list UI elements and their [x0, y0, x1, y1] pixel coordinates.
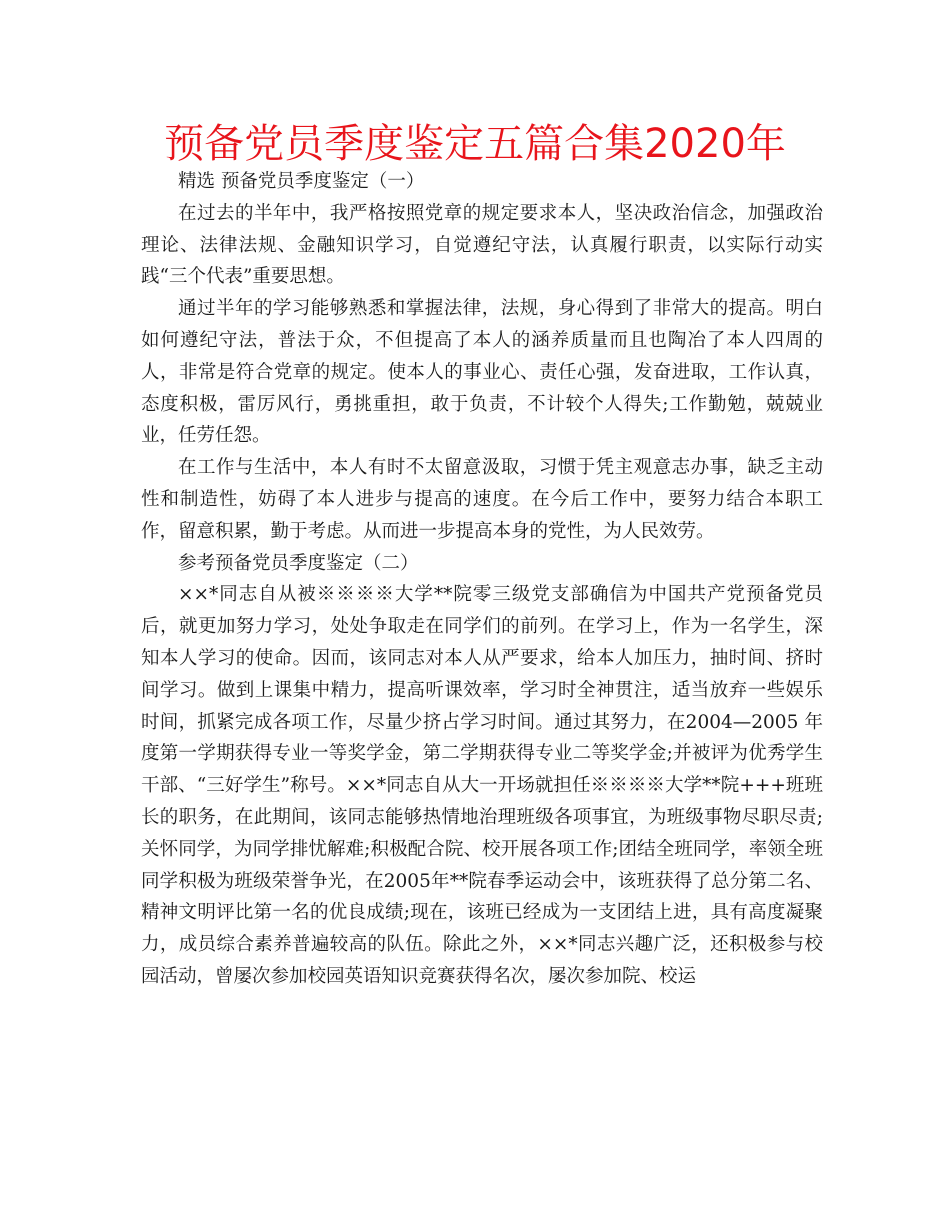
paragraph: 通过半年的学习能够熟悉和掌握法律，法规，身心得到了非常大的提高。明白如何遵纪守法，普法于众，不但提高了本人的涵养质量而且也陶冶了本人四周的人，非常是符合党章的规定。使本人的事业心、责任心强，发奋进取，工作认真，态度积极，雷厉风行，勇挑重担，敢于负责，不计较个人得失;工作勤勉，兢兢业业，任劳任怨。 — [141, 298, 823, 447]
paragraph: ××*同志自从被※※※※大学**院零三级党支部确信为中国共产党预备党员后，就更加努力学习，处处争取走在同学们的前列。在学习上，作为一名学生，深知本人学习的使命。因而，该同志对本人从严要求，给本人加压力，抽时间、挤时间学习。做到上课集中精力，提高听课效率，学习时全神贯注，适当放弃一些娱乐时间，抓紧完成各项工作，尽量少挤占学习时间。通过其努力，在2004—2005 年度第一学期获得专业一等奖学金，第二学期获得专业二等奖学金;并被评为优秀学生干部、“三好学生”称号。××*同志自从大一开场就担任※※※※大学**院+++班班长的职务，在此期间，该同志能够热情地治理班级各项事宜，为班级事物尽职尽责;关怀同学，为同学排忧解难;积极配合院、校开展各项工作;团结全班同学，率领全班同学积极为班级荣誉争光，在2005年**院春季运动会中，该班获得了总分第二名、精神文明评比第一名的优良成绩;现在，该班已经成为一支团结上进，具有高度凝聚力，成员综合素养普遍较高的队伍。除此之外，××*同志兴趣广泛，还积极参与校园活动，曾屡次参加校园英语知识竞赛获得名次，屡次参加院、校运 — [141, 584, 823, 987]
paragraph: 在过去的半年中，我严格按照党章的规定要求本人，坚决政治信念，加强政治理论、法律法规、金融知识学习，自觉遵纪守法，认真履行职责，以实际行动实践“三个代表”重要思想。 — [141, 202, 823, 288]
section-heading-1: 精选 预备党员季度鉴定（一） — [178, 171, 425, 192]
document-title: 预备党员季度鉴定五篇合集2020年 — [164, 121, 786, 167]
paragraph: 在工作与生活中，本人有时不太留意汲取，习惯于凭主观意志办事，缺乏主动性和制造性，妨碍了本人进步与提高的速度。在今后工作中，要努力结合本职工作，留意积累，勤于考虑。从而进一步提高本身的党性，为人民效劳。 — [141, 457, 823, 542]
section-heading-2: 参考预备党员季度鉴定（二） — [178, 552, 419, 574]
document-body — [141, 166, 823, 993]
